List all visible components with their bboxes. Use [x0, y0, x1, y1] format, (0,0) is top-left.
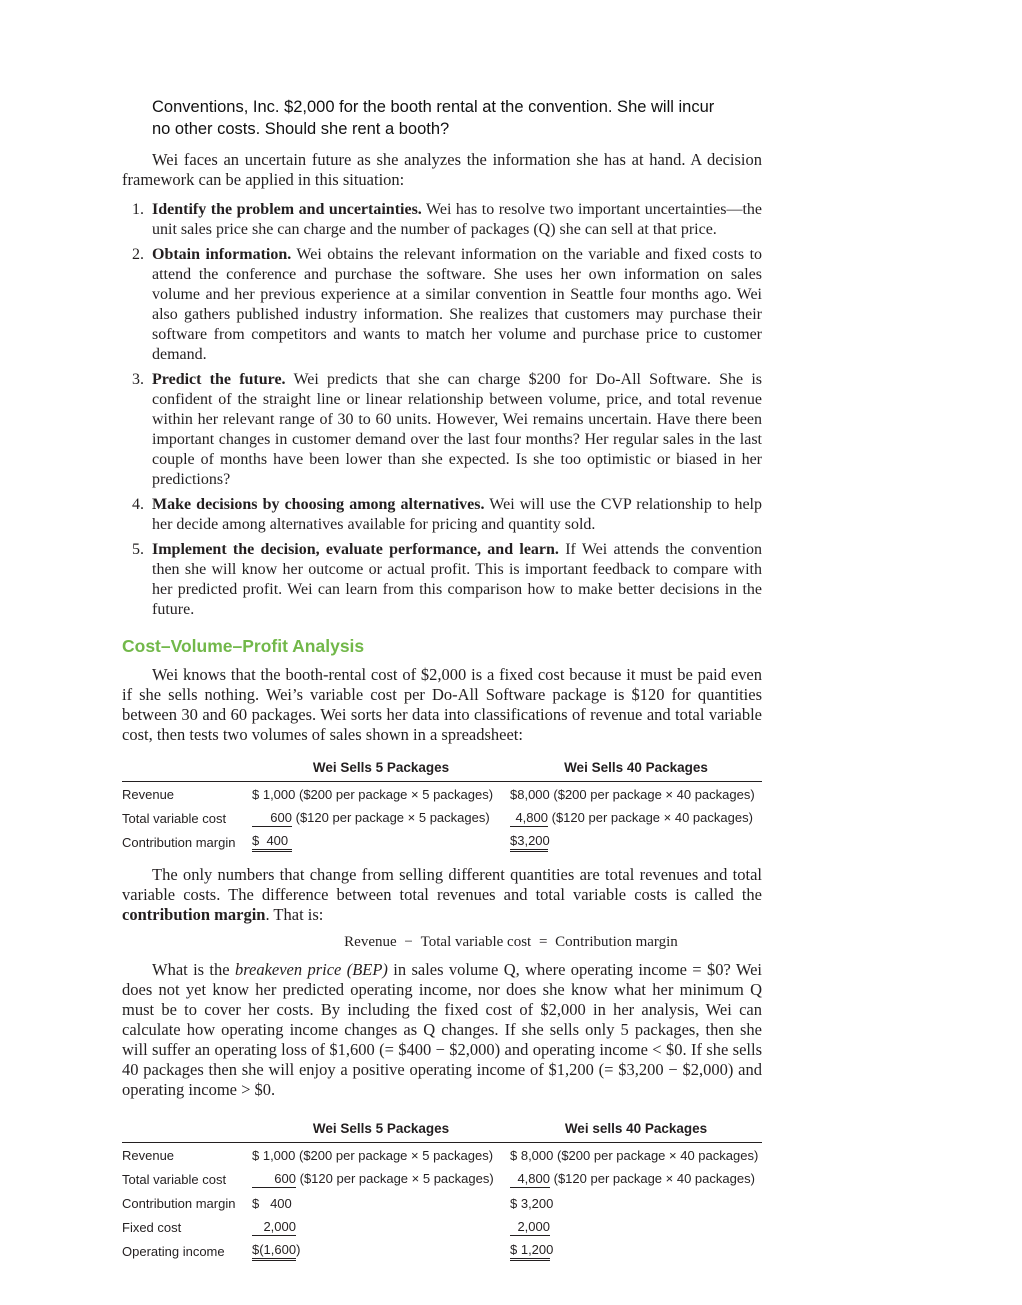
list-item — [122, 370, 762, 490]
table-cell — [252, 1167, 510, 1191]
cm-term: contribution margin — [122, 905, 266, 924]
row-label: Revenue — [122, 786, 175, 802]
contribution-margin-paragraph — [122, 865, 762, 925]
table-cell — [252, 1143, 510, 1168]
breakeven-paragraph — [122, 960, 762, 1100]
step-title: Implement the decision, evaluate performance, and learn. — [152, 541, 559, 558]
table-header — [122, 757, 252, 782]
breakeven-text — [122, 960, 762, 1100]
table-cell — [252, 806, 510, 830]
table-cell — [252, 1239, 510, 1263]
step-title: Obtain information. — [152, 246, 292, 263]
row-label: Contribution margin — [122, 834, 236, 850]
list-item — [122, 540, 762, 620]
intro-question-line-2: no other costs. Should she rent a booth? — [152, 120, 450, 138]
cell-value: $(1,600) — [252, 1242, 296, 1261]
equation-term: Total variable cost — [420, 934, 532, 950]
cell-note: ($120 per package × 40 packages) — [553, 1170, 755, 1186]
table-header: Wei Sells 40 Packages — [510, 757, 762, 782]
table-cell — [252, 1215, 510, 1239]
intro-question — [152, 96, 714, 140]
cell-value: 4,800 — [510, 1171, 550, 1188]
table-row — [122, 782, 762, 807]
cell-value: $8,000 — [510, 786, 550, 802]
step-number: 1. — [132, 201, 144, 218]
row-label: Total variable cost — [122, 1171, 227, 1187]
table-header: Wei Sells 5 Packages — [252, 757, 510, 782]
cell-note: ($200 per package × 40 packages) — [553, 786, 755, 802]
table-cell — [510, 1215, 762, 1239]
table-row — [122, 1191, 762, 1215]
equation-term: Contribution margin — [555, 934, 678, 950]
bep-lead: What is the — [152, 960, 230, 979]
table-row — [122, 1239, 762, 1263]
row-label: Total variable cost — [122, 810, 227, 826]
framework-intro-text: Wei faces an uncertain future as she analyzes the information she has at hand. A decision framework can be applied in this situation: — [122, 150, 762, 189]
row-label: Fixed cost — [122, 1219, 182, 1235]
section-heading: Cost–Volume–Profit Analysis — [122, 636, 365, 656]
spreadsheet-table-2 — [122, 1118, 762, 1263]
contribution-margin-text — [122, 865, 762, 925]
step-number: 5. — [132, 541, 144, 558]
list-item — [122, 200, 762, 240]
equation-term: Revenue — [344, 934, 397, 950]
table-cell — [510, 1143, 762, 1168]
table-row — [122, 806, 762, 830]
cell-note: ($200 per package × 40 packages) — [557, 1147, 759, 1163]
cell-value: $ 400 — [252, 833, 292, 852]
cm-tail: . That is: — [265, 905, 324, 924]
spreadsheet-table-1 — [122, 757, 762, 854]
decision-steps-list — [122, 200, 762, 625]
cell-note: ($120 per package × 40 packages) — [551, 809, 753, 825]
table-cell — [510, 1191, 762, 1215]
table-cell — [510, 1167, 762, 1191]
cell-value: 2,000 — [510, 1219, 550, 1236]
cvp-paragraph — [122, 665, 762, 745]
table-header-row — [122, 757, 762, 782]
step-title: Predict the future. — [152, 371, 286, 388]
table-cell — [510, 1239, 762, 1263]
equation-operator: − — [404, 934, 413, 950]
table-cell — [510, 782, 762, 807]
cm-text: The only numbers that change from selling different quantities are total revenues and total variable costs. The difference between total revenues and total variable costs is called the — [122, 865, 762, 904]
cell-note: ($120 per package × 5 packages) — [295, 809, 490, 825]
cvp-paragraph-text: Wei knows that the booth-rental cost of $2,000 is a fixed cost because it must be paid even if she sells nothing. Wei’s variable cost per Do-All Software package is $120 for quantities between 30 and 60 packages. Wei sorts her data into classifications of revenue and total variable cost, then tests two volumes of sales shown in a spreadsheet: — [122, 665, 762, 744]
cell-value: $ 3,200 — [510, 1195, 554, 1211]
step-text: Wei will use the CVP relationship to help her decide among alternatives available for pricing and quantity sold. — [152, 496, 762, 533]
step-number: 2. — [132, 246, 144, 263]
table-row — [122, 830, 762, 854]
table-header-row — [122, 1118, 762, 1143]
table-cell — [510, 830, 762, 854]
table-row — [122, 1143, 762, 1168]
contribution-margin-equation — [0, 934, 1022, 951]
list-item — [122, 495, 762, 535]
list-item — [122, 245, 762, 365]
cell-value: 600 — [252, 810, 292, 827]
step-text: Wei predicts that she can charge $200 for Do-All Software. She is confident of the straight line or linear relationship between volume, price, and total revenue within her relevant range of 30 to 60 units. However, Wei remains uncertain. Have there been important changes in customer demand over the last four months? Her regular sales in the last couple of months have been lower than she expected. Is she too optimistic or biased in her predictions? — [152, 371, 763, 488]
cell-note: ($200 per package × 5 packages) — [299, 1147, 494, 1163]
cell-value: $ 8,000 — [510, 1147, 554, 1163]
cell-value: 600 — [252, 1171, 296, 1188]
step-number: 3. — [132, 371, 144, 388]
intro-question-line-1: Conventions, Inc. $2,000 for the booth rental at the convention. She will incur — [152, 98, 715, 116]
cell-note: ($120 per package × 5 packages) — [299, 1170, 494, 1186]
framework-intro-paragraph — [122, 150, 762, 190]
table-cell — [252, 782, 510, 807]
table-cell — [510, 806, 762, 830]
step-text: Wei has to resolve two important uncertainties—the unit sales price she can charge and the number of packages (Q) she can sell at that price. — [152, 201, 762, 238]
cell-value: 2,000 — [252, 1219, 296, 1236]
table-header: Wei sells 40 Packages — [510, 1118, 762, 1143]
row-label: Contribution margin — [122, 1195, 236, 1211]
row-label: Operating income — [122, 1243, 225, 1259]
table-cell — [252, 830, 510, 854]
step-title: Identify the problem and uncertainties. — [152, 201, 422, 218]
table-header: Wei Sells 5 Packages — [252, 1118, 510, 1143]
table-row — [122, 1167, 762, 1191]
table-cell — [252, 1191, 510, 1215]
cell-value: $ 1,200 — [510, 1242, 550, 1261]
table-row — [122, 1215, 762, 1239]
cell-value: $ 400 — [252, 1195, 292, 1211]
bep-body: in sales volume Q, where operating income = $0? Wei does not yet know her predicted operating income, nor does she know what her minimum Q must be to cover her costs. By including the fixed cost of $2,000 in her analysis, Wei can calculate how operating income changes as Q changes. If she sells only 5 packages, then she will suffer an operating loss of $1,600 (= $400 − $2,000) and operating income < $0. If she sells 40 packages then she will enjoy a positive operating income of $1,200 (= $3,200 − $2,000) and operating income > $0. — [122, 960, 762, 1099]
cell-note: ($200 per package × 5 packages) — [299, 786, 494, 802]
equation-operator: = — [538, 934, 548, 950]
step-text: If Wei attends the convention then she will know her outcome or actual profit. This is important feedback to compare with her predicted profit. Wei can learn from this comparison how to make better decisions in the future. — [152, 541, 763, 618]
table-header — [122, 1118, 252, 1143]
step-number: 4. — [132, 496, 144, 513]
step-title: Make decisions by choosing among alternatives. — [152, 496, 485, 513]
row-label: Revenue — [122, 1147, 175, 1163]
cell-value: $3,200 — [510, 833, 548, 852]
step-text: Wei obtains the relevant information on the variable and fixed costs to attend the conference and purchase the software. She uses her own information on sales volume and her previous experience at a similar convention in Seattle four months ago. Wei also gathers published industry information. She realizes that customers may purchase their software from competitors and wants to match her volume and purchase price to customer demand. — [152, 246, 763, 363]
cell-value: $ 1,000 — [252, 1147, 296, 1163]
cell-value: $ 1,000 — [252, 786, 296, 802]
cell-value: 4,800 — [510, 810, 548, 827]
bep-term: breakeven price (BEP) — [234, 960, 388, 979]
